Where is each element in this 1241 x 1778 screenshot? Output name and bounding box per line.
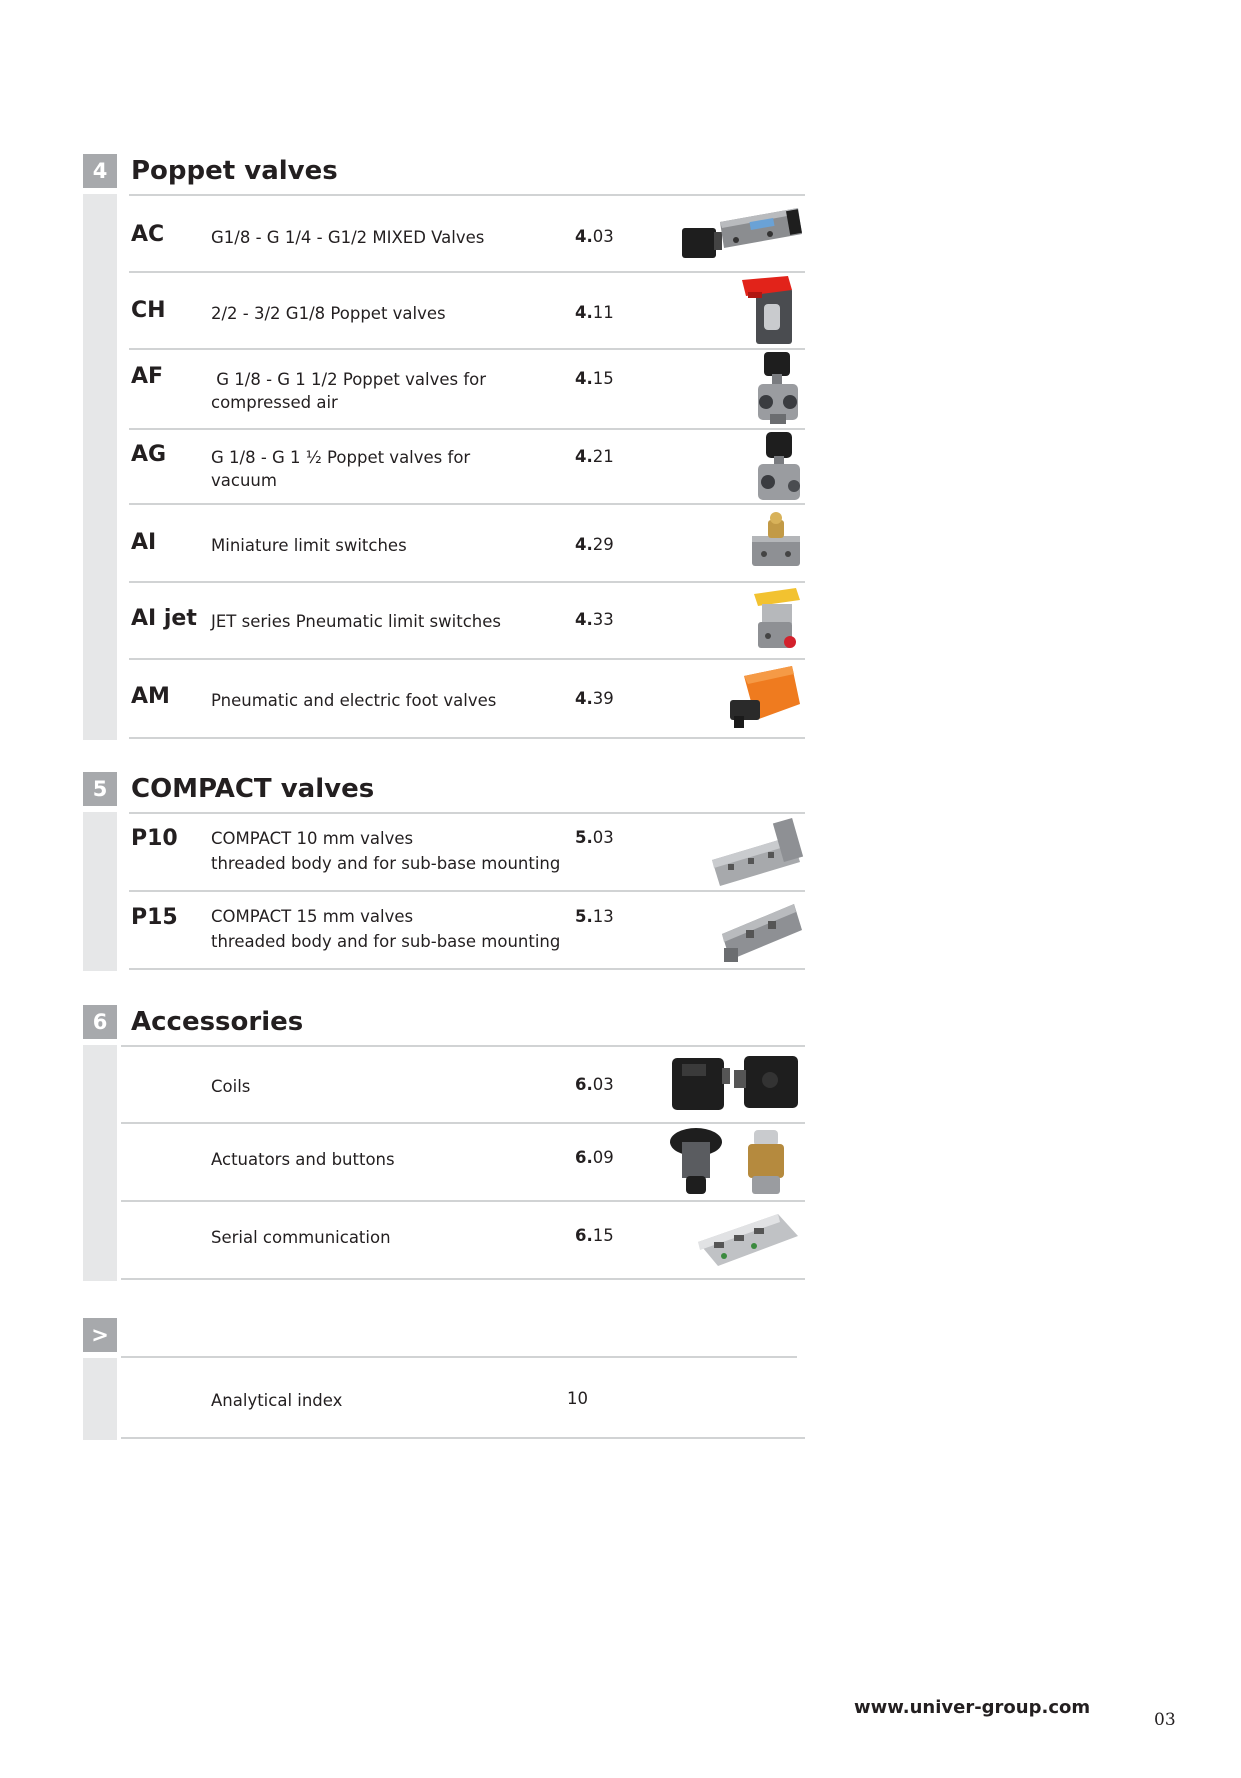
row-rule [121, 1122, 805, 1124]
vacuum-poppet-valve-icon [752, 430, 806, 504]
section-title: Poppet valves [131, 156, 338, 186]
page-reference[interactable]: 4.11 [575, 303, 614, 322]
page-reference[interactable]: 4.39 [575, 689, 614, 708]
page-reference[interactable]: 4.15 [575, 369, 614, 388]
mixed-valve-icon [680, 204, 805, 266]
product-description: JET series Pneumatic limit switches [211, 612, 501, 631]
product-code: AI jet [131, 606, 197, 631]
product-code: P15 [131, 905, 178, 930]
product-code: AC [131, 222, 165, 247]
product-description: G1/8 - G 1/4 - G1/2 MIXED Valves [211, 228, 485, 247]
page-number: 03 [1154, 1710, 1176, 1730]
section-title: Accessories [131, 1007, 304, 1037]
section-side-bar [83, 1358, 117, 1440]
website-link[interactable]: www.univer-group.com [854, 1697, 1091, 1718]
serial-module-icon [694, 1206, 802, 1274]
page-reference[interactable]: 4.21 [575, 447, 614, 466]
row-rule [129, 428, 805, 430]
product-code: AI [131, 530, 157, 555]
page-reference[interactable]: 4.03 [575, 227, 614, 246]
product-description: COMPACT 10 mm valves threaded body and for sub-base mounting [211, 829, 561, 873]
product-description: Serial communication [211, 1228, 391, 1247]
section-number-box: 4 [83, 154, 117, 188]
page-reference[interactable]: 4.29 [575, 535, 614, 554]
solenoid-poppet-valve-icon [752, 350, 804, 426]
page-reference[interactable]: 5.13 [575, 907, 614, 926]
page-reference[interactable]: 5.03 [575, 828, 614, 847]
compact-valve-15-icon [716, 894, 806, 966]
product-description: Analytical index [211, 1391, 343, 1410]
red-lever-valve-icon [740, 274, 802, 346]
product-description: G 1/8 - G 1 1/2 Poppet valves for compressed air [211, 370, 487, 412]
row-rule [121, 1437, 805, 1439]
section-title-rule [129, 812, 805, 814]
row-rule [129, 658, 805, 660]
row-rule [129, 581, 805, 583]
section-side-bar [83, 1045, 117, 1281]
jet-limit-switch-icon [750, 586, 804, 654]
coils-icon [668, 1050, 802, 1114]
foot-valve-icon [726, 664, 804, 734]
product-description: Pneumatic and electric foot valves [211, 691, 497, 710]
page-reference[interactable]: 4.33 [575, 610, 614, 629]
section-number-box: 6 [83, 1005, 117, 1039]
product-code: P10 [131, 826, 178, 851]
row-rule [129, 968, 805, 970]
section-title: COMPACT valves [131, 774, 375, 804]
section-side-bar [83, 194, 117, 740]
row-rule [129, 348, 805, 350]
product-description: G 1/8 - G 1 ½ Poppet valves for vacuum [211, 448, 471, 490]
row-rule [121, 1278, 805, 1280]
product-code: AM [131, 684, 170, 709]
row-rule [121, 1200, 805, 1202]
page-reference[interactable]: 10 [567, 1389, 588, 1408]
product-description: Miniature limit switches [211, 536, 407, 555]
compact-valve-10-icon [708, 816, 804, 888]
row-rule [129, 737, 805, 739]
row-rule [129, 271, 805, 273]
product-description: 2/2 - 3/2 G1/8 Poppet valves [211, 304, 446, 323]
section-number-box: > [83, 1318, 117, 1352]
limit-switch-icon [748, 510, 804, 570]
product-description: COMPACT 15 mm valves threaded body and for sub-base mounting [211, 907, 561, 951]
row-rule [129, 890, 805, 892]
product-description: Coils [211, 1077, 251, 1096]
actuators-buttons-icon [668, 1126, 802, 1198]
row-rule [129, 503, 805, 505]
product-code: AF [131, 364, 164, 389]
page-reference[interactable]: 6.15 [575, 1226, 614, 1245]
section-side-bar [83, 812, 117, 971]
section-title-rule [121, 1045, 805, 1047]
product-code: AG [131, 442, 167, 467]
section-title-rule [129, 194, 805, 196]
page-reference[interactable]: 6.09 [575, 1148, 614, 1167]
section-title-rule [121, 1356, 797, 1358]
section-number-box: 5 [83, 772, 117, 806]
page-reference[interactable]: 6.03 [575, 1075, 614, 1094]
product-description: Actuators and buttons [211, 1150, 395, 1169]
product-code: CH [131, 298, 166, 323]
